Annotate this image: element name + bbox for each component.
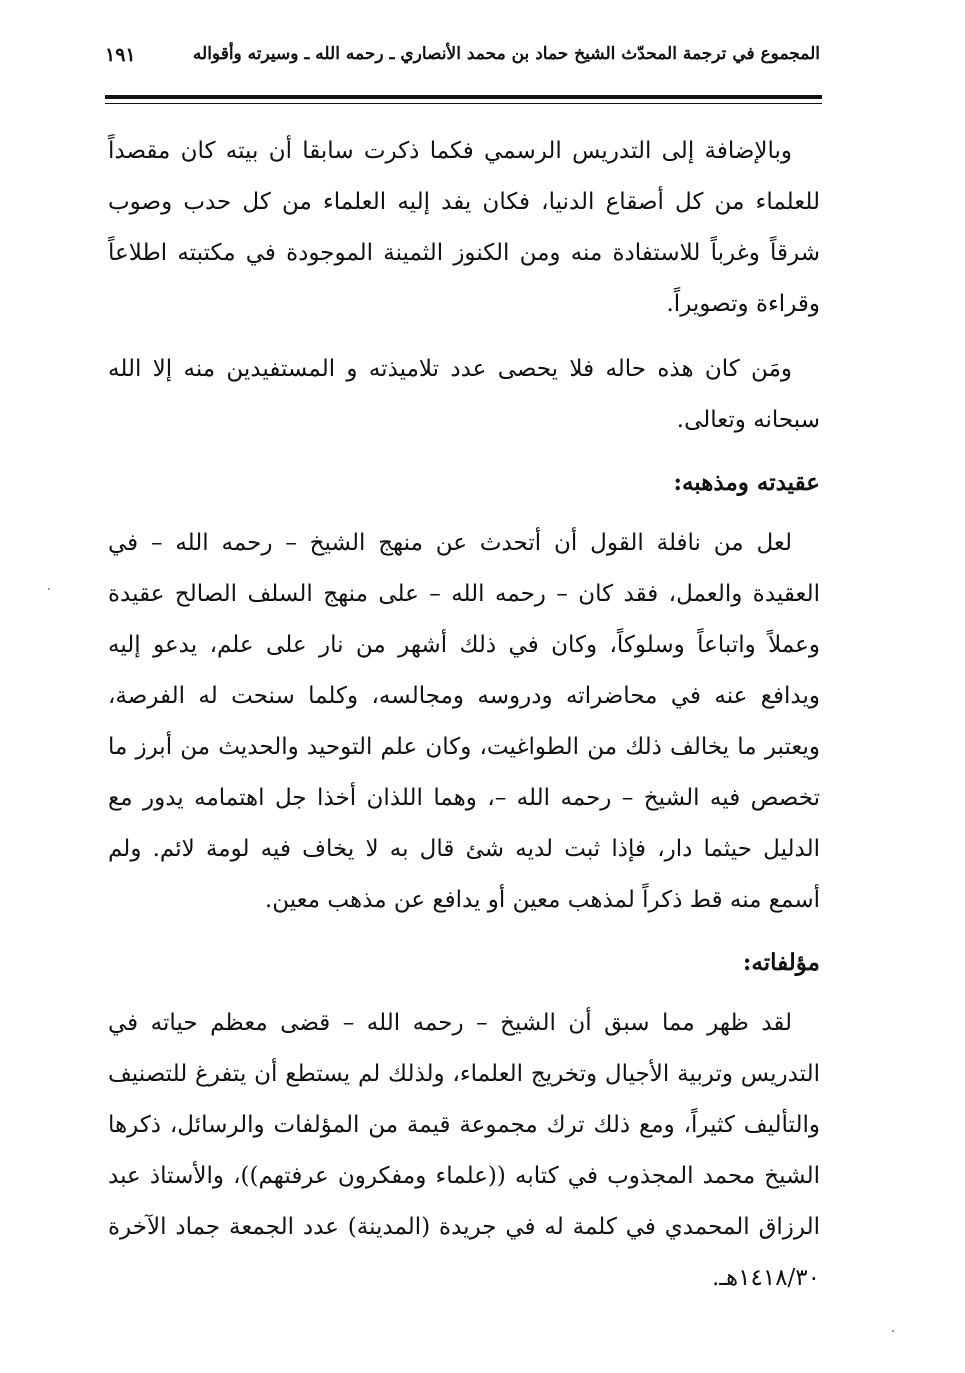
scan-speck	[892, 1330, 894, 1332]
scan-speck	[48, 588, 50, 590]
section-heading-creed: عقيدته ومذهبه:	[673, 469, 820, 496]
body-text	[108, 126, 820, 1318]
paragraph-students: ومَن كان هذه حاله فلا يحصى عدد تلاميذته و المستفيدين منه إلا الله سبحانه وتعالى.	[108, 356, 820, 433]
page-number: ١٩١	[105, 44, 136, 66]
header-rule-thick	[105, 95, 822, 99]
header-rule-thin	[105, 103, 822, 104]
paragraph-works: لقد ظهر مما سبق أن الشيخ – رحمه الله – قضى معظم حياته في التدريس وتربية الأجيال وتخريج العلماء، ولذلك لم يستطع أن يتفرغ للتصنيف والتأليف كثيراً، ومع ذلك ترك مجموعة قيمة من المؤلفات والرسائل، ذكرها الشيخ محمد المجذوب في كتابه ((علماء ومفكرون عرفتهم))، والأستاذ عبد الرزاق المحمدي في كلمة له في جريدة (المدينة) عدد الجمعة جماد الآخرة ١٤١٨/٣٠هـ.	[108, 1010, 820, 1291]
paragraph-teaching: وبالإضافة إلى التدريس الرسمي فكما ذكرت سابقا أن بيته كان مقصداً للعلماء من كل أصقاع الدنيا، فكان يفد إليه العلماء من كل حدب وصوب شرقاً وغرباً للاستفادة منه ومن الكنوز الثمينة الموجودة في مكتبته اطلاعاً وقراءة وتصويراً.	[108, 138, 820, 317]
section-heading-works: مؤلفاته:	[742, 949, 820, 976]
running-header	[105, 38, 820, 78]
paragraph-creed: لعل من نافلة القول أن أتحدث عن منهج الشيخ – رحمه الله – في العقيدة والعمل، فقد كان – رحمه الله – على منهج السلف الصالح عقيدة وعملاً واتباعاً وسلوكاً، وكان في ذلك أشهر من نار على علم، يدعو إليه ويدافع عنه في محاضراته ودروسه ومجالسه، وكلما سنحت له الفرصة، ويعتبر ما يخالف ذلك من الطواغيت، وكان علم التوحيد والحديث من أبرز ما تخصص فيه الشيخ – رحمه الله –، وهما اللذان أخذا جل اهتمامه يدور مع الدليل حيثما دار، فإذا ثبت لديه شئ قال به لا يخاف فيه لومة لائم. ولم أسمع منه قط ذكراً لمذهب معين أو يدافع عن مذهب معين.	[108, 530, 820, 913]
header-title: المجموع في ترجمة المحدّث الشيخ حماد بن محمد الأنصاري ـ رحمه الله ـ وسيرته وأقواله	[192, 44, 820, 64]
